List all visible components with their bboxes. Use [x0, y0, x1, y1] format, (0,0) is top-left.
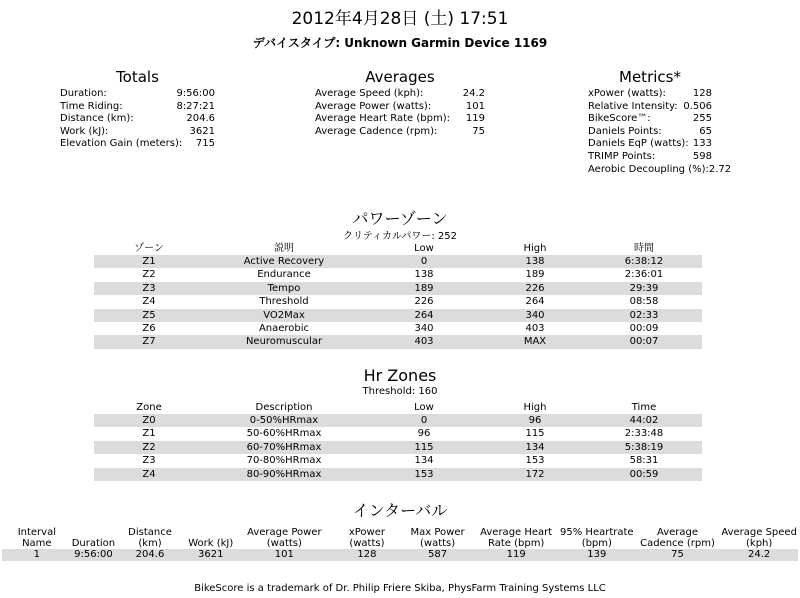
table-cell: 204.6	[115, 549, 185, 561]
metrics-row	[588, 113, 712, 126]
metrics-label: Relative Intensity:	[588, 100, 678, 112]
averages-label: Average Speed (kph):	[315, 88, 424, 99]
metrics-row	[588, 101, 712, 114]
table-cell: 50-60%HRmax	[246, 428, 322, 440]
intervals-column-header: Duration	[71, 538, 116, 549]
hr-zones-subtitle: Threshold: 160	[362, 386, 438, 397]
totals-label: Duration:	[60, 88, 107, 99]
table-cell: 00:59	[586, 468, 702, 481]
table-cell: 00:09	[629, 323, 659, 335]
table-cell: 264	[525, 296, 545, 308]
table-cell: 2:33:48	[624, 428, 664, 440]
intervals-column-header: Max Power (watts)	[410, 527, 465, 549]
table-cell: Active Recovery	[204, 255, 364, 268]
table-row	[94, 427, 702, 440]
table-cell: 264	[364, 309, 484, 322]
table-row	[94, 282, 702, 295]
table-cell: 153	[525, 455, 545, 467]
intervals-column-header: Interval Name	[17, 527, 56, 549]
table-row	[94, 322, 702, 335]
table-cell: Z3	[94, 282, 204, 295]
table-cell: 115	[364, 441, 484, 454]
hr_zones-column-header: Low	[414, 402, 434, 413]
metrics-label: TRIMP Points:	[588, 150, 656, 162]
power-zones-subtitle: クリティカルパワー: 252	[343, 231, 457, 242]
totals-label: Work (kJ):	[60, 125, 109, 137]
table-cell: Tempo	[204, 282, 364, 295]
totals-list	[60, 88, 215, 151]
averages-heading: Averages	[365, 68, 435, 86]
metrics-label: xPower (watts):	[588, 88, 666, 99]
power_zones-column-header: Low	[414, 243, 434, 254]
totals-row	[60, 101, 215, 114]
totals-row	[60, 113, 215, 126]
totals-label: Time Riding:	[60, 100, 123, 112]
averages-value: 101	[465, 100, 485, 112]
intervals-column-header: Average Speed (kph)	[721, 527, 797, 549]
table-cell: Z3	[142, 455, 156, 467]
averages-value: 75	[472, 125, 485, 137]
totals-row	[60, 88, 215, 101]
totals-value: 204.6	[186, 113, 215, 125]
totals-value: 8:27:21	[176, 100, 215, 112]
hr_zones-column-header: Zone	[136, 402, 162, 413]
hr-zones-table	[94, 401, 702, 481]
table-cell: 134	[414, 455, 434, 467]
averages-row	[315, 126, 485, 139]
table-cell: Endurance	[257, 269, 311, 281]
metrics-value: 255	[692, 113, 712, 125]
intervals-table	[2, 527, 798, 561]
table-cell: Threshold	[259, 296, 309, 308]
averages-label: Average Cadence (rpm):	[315, 125, 438, 137]
table-cell: 96	[417, 428, 431, 440]
metrics-list	[588, 88, 732, 176]
table-cell: 96	[484, 414, 586, 427]
table-cell: Z7	[94, 335, 204, 348]
averages-row	[315, 113, 485, 126]
power_zones-column-header: High	[523, 243, 547, 254]
totals-value: 3621	[189, 125, 215, 137]
table-cell: 24.2	[720, 549, 798, 561]
table-row	[94, 414, 702, 427]
table-row	[94, 255, 702, 268]
ride-title: 2012年4月28日 (土) 17:51	[291, 9, 509, 29]
table-cell: 2:36:01	[624, 269, 664, 281]
metrics-value: 0.506	[683, 100, 712, 112]
intervals-title: インターバル	[352, 501, 448, 520]
metrics-label: Daniels EqP (watts):	[588, 138, 689, 150]
table-cell: Z4	[142, 296, 156, 308]
table-cell: Z1	[142, 428, 156, 440]
table-cell: 75	[635, 549, 721, 561]
metrics-value: 133	[692, 138, 712, 150]
metrics-value: 598	[692, 150, 712, 162]
table-cell: 115	[525, 428, 545, 440]
table-cell: 58:31	[629, 455, 659, 467]
table-row	[94, 268, 702, 281]
table-cell: Z2	[94, 441, 204, 454]
totals-label: Distance (km):	[60, 113, 134, 125]
intervals-column-header: Work (kJ)	[188, 538, 234, 549]
table-row	[94, 441, 702, 454]
table-cell: 340	[484, 309, 586, 322]
averages-label: Average Heart Rate (bpm):	[315, 113, 450, 125]
metrics-label: Daniels Points:	[588, 125, 662, 137]
metrics-row	[588, 151, 712, 164]
table-cell: Z4	[94, 468, 204, 481]
totals-row	[60, 138, 215, 151]
table-cell: 403	[364, 335, 484, 348]
table-cell: 226	[414, 296, 434, 308]
metrics-value: 128	[692, 88, 712, 99]
table-cell: 119	[473, 549, 559, 561]
totals-heading: Totals	[116, 68, 159, 86]
table-cell: 60-70%HRmax	[204, 441, 364, 454]
table-cell: 80-90%HRmax	[204, 468, 364, 481]
table-cell: 44:02	[586, 414, 702, 427]
table-row	[94, 454, 702, 467]
device-type: デバイスタイプ: Unknown Garmin Device 1169	[252, 36, 548, 50]
table-cell: 29:39	[586, 282, 702, 295]
table-cell: 153	[364, 468, 484, 481]
hr-zones-title: Hr Zones	[363, 366, 437, 385]
intervals-column-header: 95% Heartrate (bpm)	[560, 527, 634, 549]
footer-note: BikeScore is a trademark of Dr. Philip Friere Skiba, PhysFarm Training Systems LLC	[194, 583, 606, 594]
power-zones-table	[94, 242, 702, 349]
table-cell: 189	[525, 269, 545, 281]
table-cell: Neuromuscular	[204, 335, 364, 348]
table-cell: Z2	[142, 269, 156, 281]
table-cell: 226	[484, 282, 586, 295]
table-cell: 101	[237, 549, 332, 561]
intervals-column-header: Average Heart Rate (bpm)	[480, 527, 553, 549]
table-row	[94, 295, 702, 308]
table-row	[94, 309, 702, 322]
table-cell: 139	[559, 549, 635, 561]
table-cell: 1	[2, 549, 72, 561]
metrics-label: BikeScore™:	[588, 113, 651, 125]
table-cell: 189	[364, 282, 484, 295]
totals-value: 9:56:00	[176, 88, 215, 99]
averages-label: Average Power (watts):	[315, 100, 432, 112]
averages-value: 24.2	[462, 88, 485, 99]
table-cell: 340	[414, 323, 434, 335]
power-zones-title: パワーゾーン	[352, 209, 448, 228]
table-cell: 172	[484, 468, 586, 481]
table-cell: Z1	[94, 255, 204, 268]
table-row	[2, 549, 798, 561]
averages-row	[315, 88, 485, 101]
table-cell: 6:38:12	[586, 255, 702, 268]
averages-list	[315, 88, 485, 138]
metrics-row	[588, 138, 712, 151]
table-cell: 3621	[185, 549, 237, 561]
averages-row	[315, 101, 485, 114]
table-cell: 00:07	[586, 335, 702, 348]
table-cell: Z5	[94, 309, 204, 322]
table-cell: 5:38:19	[586, 441, 702, 454]
hr_zones-column-header: Description	[255, 402, 313, 413]
table-cell: 134	[484, 441, 586, 454]
power_zones-column-header: 説明	[274, 243, 294, 254]
table-cell: 403	[525, 323, 545, 335]
table-cell: 128	[332, 549, 402, 561]
metrics-value: 2.72	[708, 163, 732, 175]
table-cell: 0-50%HRmax	[204, 414, 364, 427]
intervals-column-header: xPower (watts)	[348, 527, 385, 549]
table-cell: MAX	[484, 335, 586, 348]
table-cell: 0	[364, 414, 484, 427]
metrics-row	[588, 88, 712, 101]
metrics-heading: Metrics*	[619, 68, 681, 86]
totals-row	[60, 126, 215, 139]
table-cell: 70-80%HRmax	[246, 455, 322, 467]
averages-value: 119	[465, 113, 485, 125]
table-cell: 08:58	[629, 296, 659, 308]
power_zones-column-header: 時間	[634, 243, 654, 254]
table-cell: Z6	[142, 323, 156, 335]
table-cell: 138	[414, 269, 434, 281]
table-cell: Z0	[94, 414, 204, 427]
table-cell: VO2Max	[204, 309, 364, 322]
table-cell: 0	[364, 255, 484, 268]
hr_zones-column-header: High	[523, 402, 547, 413]
metrics-label: Aerobic Decoupling (%):	[588, 163, 709, 175]
table-row	[94, 335, 702, 348]
table-cell: 138	[484, 255, 586, 268]
table-cell: 9:56:00	[72, 549, 115, 561]
table-cell: Anaerobic	[258, 323, 310, 335]
totals-value: 715	[195, 138, 215, 150]
metrics-row	[588, 126, 712, 139]
intervals-column-header: Average Cadence (rpm)	[640, 527, 715, 549]
table-cell: 587	[402, 549, 474, 561]
intervals-column-header: Distance (km)	[128, 527, 172, 549]
metrics-value: 65	[699, 125, 712, 137]
hr_zones-column-header: Time	[631, 402, 657, 413]
totals-label: Elevation Gain (meters):	[60, 138, 183, 150]
power_zones-column-header: ゾーン	[134, 243, 164, 254]
intervals-column-header: Average Power (watts)	[247, 527, 322, 549]
metrics-row	[588, 163, 732, 177]
table-cell: 02:33	[586, 309, 702, 322]
table-row	[94, 468, 702, 481]
